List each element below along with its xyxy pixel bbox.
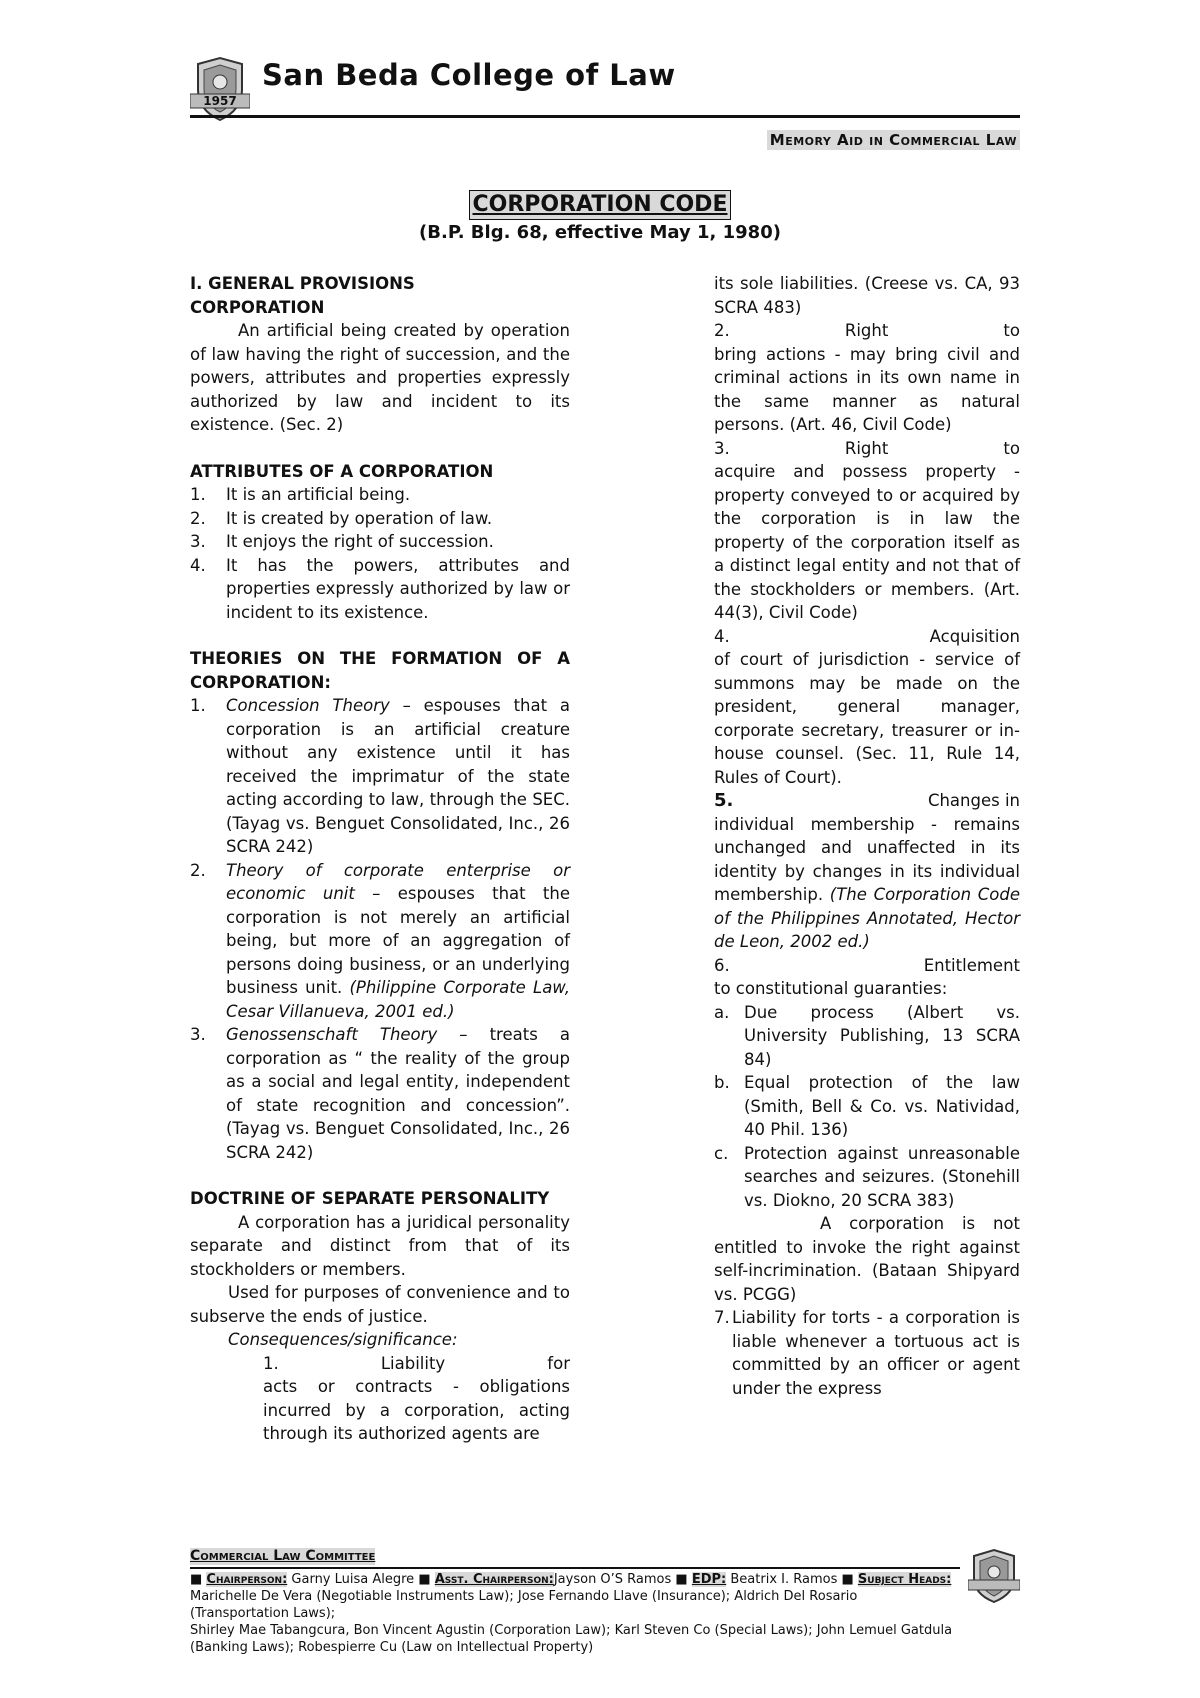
attributes-list xyxy=(190,483,570,624)
doctrine-paragraph: Used for purposes of convenience and to subserve the ends of justice. xyxy=(190,1283,570,1326)
consequences-heading: Consequences/significance: xyxy=(228,1330,458,1349)
committee-label: Commercial Law Committee xyxy=(190,1548,376,1564)
theory-item: 2. Theory of corporate enterprise or economic unit – espouses that the corporation is not merely an artificial being, but more of an aggregation of persons doing business, or an underlying business unit. (Philippine Corporate Law, Cesar Villanueva, 2001 ed.) xyxy=(190,860,570,1021)
committee-members: ■ Chairperson: Garny Luisa Alegre ■ Asst. Chairperson:Jayson O’S Ramos ■ EDP: Beatrix I. Ramos ■ Subject Heads: Marichelle De Vera (Negotiable Instruments Law); Jose Fernando Llave (Insurance); Aldrich Del Rosario (Transportation Laws); Shirley Mae Tabangcura, Bon Vincent Agustin (Corporation Law); Karl Steven Co (Special Laws); John Lemuel Gatdula (Banking Laws); Robespierre Cu (Law on Intellectual Property) xyxy=(190,1572,953,1655)
memory-aid-label: Memory Aid in Commercial Law xyxy=(767,130,1020,150)
self-incrimination-note: A corporation is not entitled to invoke the right against self-incrimination. (Bataan Shipyard vs. PCGG) xyxy=(714,1214,1020,1304)
list-item: 1. It is an artificial being. xyxy=(190,485,411,504)
list-item: 4. It has the powers, attributes and properties expressly authorized by law or incident to its existence. xyxy=(190,555,570,622)
doctrine-heading: DOCTRINE OF SEPARATE PERSONALITY xyxy=(190,1189,550,1208)
document-subtitle: (B.P. Blg. 68, effective May 1, 1980) xyxy=(419,222,781,243)
consequence-item: 3. Right to acquire and possess property - property conveyed to or acquired by the corporation is in law the property of the corporation itself as a distinct legal entity and not that of the stockholders or members. (Art. 44(3), Civil Code) xyxy=(714,438,1020,622)
doctrine-paragraph: A corporation has a juridical personality separate and distinct from that of its stockholders or members. xyxy=(190,1212,570,1279)
consequence-continuation: its sole liabilities. (Creese vs. CA, 93 SCRA 483) xyxy=(714,274,1020,317)
consequence-item: 7. Liability for torts - a corporation is liable whenever a tortuous act is committed by an officer or agent under the express xyxy=(714,1308,1020,1398)
corporation-heading: CORPORATION xyxy=(190,297,325,317)
list-item: b. Equal protection of the law (Smith, Bell & Co. vs. Natividad, 40 Phil. 136) xyxy=(714,1073,1020,1139)
school-name: San Beda College of Law xyxy=(262,58,676,92)
consequence-item: 5. Changes in individual membership - remains unchanged and unaffected in its identity by changes in its individual membership. (The Corporation Code of the Philippines Annotated, Hector de Leon, 2002 ed.) xyxy=(714,790,1020,951)
theories-heading: THEORIES ON THE FORMATION OF A CORPORATION: xyxy=(190,649,570,692)
theory-item: 3. Genossenschaft Theory – treats a corporation as “ the reality of the group as a social and legal entity, independent of state recognition and concession”. (Tayag vs. Benguet Consolidated, Inc., 26 SCRA 242) xyxy=(190,1025,570,1162)
list-item: 3. It enjoys the right of succession. xyxy=(190,532,494,551)
corporation-definition: An artificial being created by operation of law having the right of succession, and the powers, attributes and properties expressly authorized by law and incident to its existence. (Sec. 2) xyxy=(190,321,570,434)
header-divider xyxy=(190,115,1020,118)
consequence-item: 2. Right to bring actions - may bring civil and criminal actions in its own name in the same manner as natural persons. (Art. 46, Civil Code) xyxy=(714,321,1020,434)
page-footer xyxy=(190,1548,1020,1655)
svg-text:1957: 1957 xyxy=(203,94,237,108)
right-column xyxy=(714,272,1020,1400)
consequence-item: 4. Acquisition of court of jurisdiction - service of summons may be made on the president, general manager, corporate secretary, treasurer or in-house counsel. (Sec. 11, Rule 14, Rules of Court). xyxy=(714,626,1020,787)
list-item: a. Due process (Albert vs. University Publishing, 13 SCRA 84) xyxy=(714,1002,1020,1069)
list-item: 2. It is created by operation of law. xyxy=(190,508,493,528)
footer-divider xyxy=(190,1567,960,1569)
section-heading: I. GENERAL PROVISIONS xyxy=(190,274,415,293)
left-column xyxy=(190,272,570,1446)
theory-item: 1. Concession Theory – espouses that a corporation is an artificial creature without any existence until it has received the imprimatur of the state acting according to law, through the SEC. (Tayag vs. Benguet Consolidated, Inc., 26 SCRA 242) xyxy=(190,696,571,856)
attributes-heading: ATTRIBUTES OF A CORPORATION xyxy=(190,461,494,481)
san-beda-seal-icon xyxy=(968,1548,1020,1604)
consequence-item: 1. Liability for acts or contracts - obligations incurred by a corporation, acting through its authorized agents are xyxy=(263,1353,570,1443)
document-title: CORPORATION CODE xyxy=(469,190,732,220)
guaranties-list xyxy=(714,1001,1020,1213)
list-item: c. Protection against unreasonable searches and seizures. (Stonehill vs. Diokno, 20 SCRA 383) xyxy=(714,1143,1020,1210)
consequence-item: 6. Entitlement to constitutional guaranties: xyxy=(714,955,1020,998)
san-beda-seal-icon xyxy=(190,56,250,122)
document-title-block xyxy=(0,190,1200,243)
